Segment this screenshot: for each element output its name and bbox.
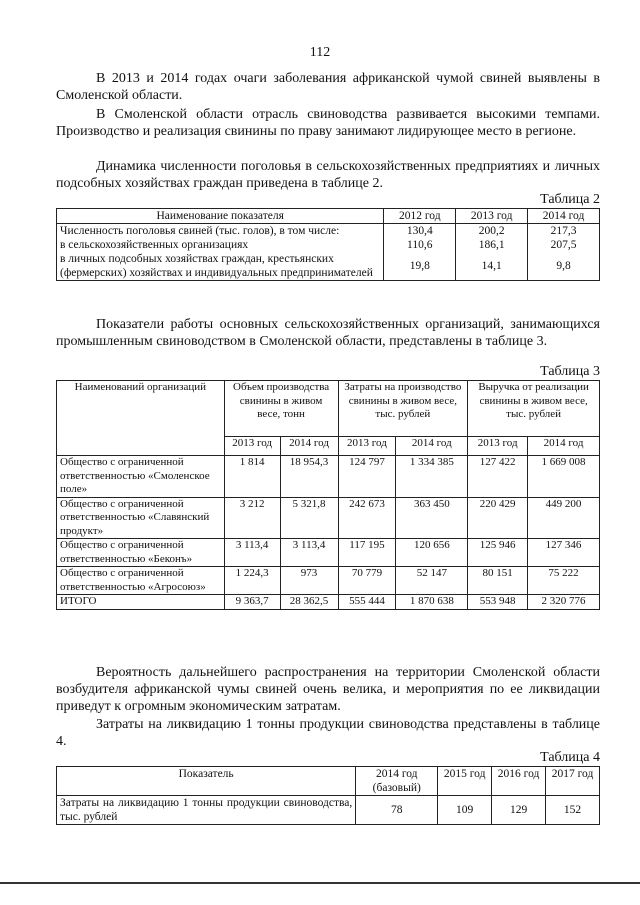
table2-header-name: Наименование показателя xyxy=(57,209,384,224)
table3-year: 2014 год xyxy=(528,436,600,455)
table3-header-org: Наименований организаций xyxy=(57,381,225,456)
table3-cell: 3 113,4 xyxy=(224,539,280,567)
paragraph-table4-intro: Затраты на ликвидацию 1 тонны продукции свиноводства представлены в таблице 4. xyxy=(56,717,600,749)
table2-cell: 110,6 xyxy=(384,238,456,252)
table3-cell: 363 450 xyxy=(396,497,468,539)
paragraph-asf-risk: Вероятность дальнейшего распространения на территории Смоленской области возбудителя африканской чумы свиней очень велика, и мероприятия по ее ликвидации приведут к огромным экономическим затратам. xyxy=(56,665,600,714)
table3-cell: 80 151 xyxy=(468,567,528,595)
table2-cell: 200,2 xyxy=(456,224,528,239)
table-row xyxy=(57,238,600,252)
table4-header-year: 2016 год xyxy=(492,767,546,796)
table4-cell: 129 xyxy=(492,796,546,825)
table3-header-revenue: Выручка от реализации свинины в живом весе, тыс. рублей xyxy=(468,381,600,437)
table-row xyxy=(57,497,600,539)
table3-cell: 1 870 638 xyxy=(396,595,468,610)
table3-cell: 9 363,7 xyxy=(224,595,280,610)
table3-year: 2013 год xyxy=(338,436,396,455)
table3-cell: 75 222 xyxy=(528,567,600,595)
table4-cell: 109 xyxy=(438,796,492,825)
table4-header-year: 2014 год (базовый) xyxy=(356,767,438,796)
table4-header-row xyxy=(57,767,600,796)
table3-year: 2014 год xyxy=(280,436,338,455)
table3-cell: 242 673 xyxy=(338,497,396,539)
table-row xyxy=(57,796,600,825)
table3-header-volume: Объем производства свинины в живом весе, тонн xyxy=(224,381,338,437)
table-row xyxy=(57,456,600,498)
table3-cell: 449 200 xyxy=(528,497,600,539)
table3-cell: 553 948 xyxy=(468,595,528,610)
page-number: 112 xyxy=(309,45,331,60)
table2-cell: 130,4 xyxy=(384,224,456,239)
table3-cell: 127 346 xyxy=(528,539,600,567)
table3-cell: 555 444 xyxy=(338,595,396,610)
table3-header-row xyxy=(57,381,600,437)
table4-header-year: 2017 год xyxy=(546,767,600,796)
table4-header-year: 2015 год xyxy=(438,767,492,796)
table4-cell: 152 xyxy=(546,796,600,825)
table3-org-name: Общество с ограниченной ответственностью «Агросоюз» xyxy=(57,567,225,595)
table3-org-name: Общество с ограниченной ответственностью «Смоленское поле» xyxy=(57,456,225,498)
table3-cell: 1 224,3 xyxy=(224,567,280,595)
table-row xyxy=(57,224,600,239)
table-row xyxy=(57,539,600,567)
table2-header-2013: 2013 год xyxy=(456,209,528,224)
table2-header-2014: 2014 год xyxy=(528,209,600,224)
table2-row-label: в личных подсобных хозяйствах граждан, крестьянских (фермерских) хозяйствах и индивидуальных предпринимателей xyxy=(57,252,384,281)
table2-row-label: в сельскохозяйственных организациях xyxy=(57,238,384,252)
table2-header-row xyxy=(57,209,600,224)
table3-cell: 3 212 xyxy=(224,497,280,539)
table3-org-name: Общество с ограниченной ответственностью «Беконъ» xyxy=(57,539,225,567)
paragraph-pig-farming: В Смоленской области отрасль свиноводства развивается высокими темпами. Производство и реализация свинины по праву занимают лидирующее место в регионе. xyxy=(56,107,600,139)
table3-year: 2013 год xyxy=(468,436,528,455)
table3-cell: 120 656 xyxy=(396,539,468,567)
table2-cell: 14,1 xyxy=(456,252,528,281)
table3-cell: 125 946 xyxy=(468,539,528,567)
table3-cell: 18 954,3 xyxy=(280,456,338,498)
table2-cell: 9,8 xyxy=(528,252,600,281)
table3-cell: 3 113,4 xyxy=(280,539,338,567)
footer-divider xyxy=(0,882,640,884)
table2-row-label: Численность поголовья свиней (тыс. голов), в том числе: xyxy=(57,224,384,239)
table2-cell: 217,3 xyxy=(528,224,600,239)
table3-year: 2014 год xyxy=(396,436,468,455)
table-row xyxy=(57,252,600,281)
table3-total-row xyxy=(57,595,600,610)
table3-cell: 127 422 xyxy=(468,456,528,498)
table4-header-indicator: Показатель xyxy=(57,767,356,796)
table2-cell: 19,8 xyxy=(384,252,456,281)
table2-cell: 186,1 xyxy=(456,238,528,252)
table3-cell: 124 797 xyxy=(338,456,396,498)
paragraph-asf-outbreaks: В 2013 и 2014 годах очаги заболевания африканской чумой свиней выявлены в Смоленской области. xyxy=(56,71,600,103)
table3-cell: 1 814 xyxy=(224,456,280,498)
paragraph-table2-intro: Динамика численности поголовья в сельскохозяйственных предприятиях и личных подсобных хозяйствах граждан приведена в таблице 2. xyxy=(56,159,600,191)
table3-caption: Таблица 3 xyxy=(540,364,600,379)
table3-org-name: Общество с ограниченной ответственностью «Славянский продукт» xyxy=(57,497,225,539)
table3 xyxy=(56,380,600,610)
table2-cell: 207,5 xyxy=(528,238,600,252)
table3-cell: 28 362,5 xyxy=(280,595,338,610)
table2-caption: Таблица 2 xyxy=(540,192,600,207)
table2-header-2012: 2012 год xyxy=(384,209,456,224)
table3-year: 2013 год xyxy=(224,436,280,455)
table3-header-costs: Затраты на производство свинины в живом весе, тыс. рублей xyxy=(338,381,468,437)
table4-cell: 78 xyxy=(356,796,438,825)
table3-cell: 52 147 xyxy=(396,567,468,595)
table2 xyxy=(56,208,600,281)
table4-caption: Таблица 4 xyxy=(540,750,600,765)
table3-cell: 973 xyxy=(280,567,338,595)
table3-cell: 70 779 xyxy=(338,567,396,595)
paragraph-table3-intro: Показатели работы основных сельскохозяйственных организаций, занимающихся промышленным свиноводством в Смоленской области, представлены в таблице 3. xyxy=(56,317,600,349)
table4 xyxy=(56,766,600,825)
table3-cell: 5 321,8 xyxy=(280,497,338,539)
table3-cell: 1 669 008 xyxy=(528,456,600,498)
table3-cell: 1 334 385 xyxy=(396,456,468,498)
table3-total-label: ИТОГО xyxy=(57,595,225,610)
table3-cell: 220 429 xyxy=(468,497,528,539)
table3-cell: 2 320 776 xyxy=(528,595,600,610)
table4-row-label: Затраты на ликвидацию 1 тонны продукции свиноводства, тыс. рублей xyxy=(57,796,356,825)
table-row xyxy=(57,567,600,595)
table3-cell: 117 195 xyxy=(338,539,396,567)
